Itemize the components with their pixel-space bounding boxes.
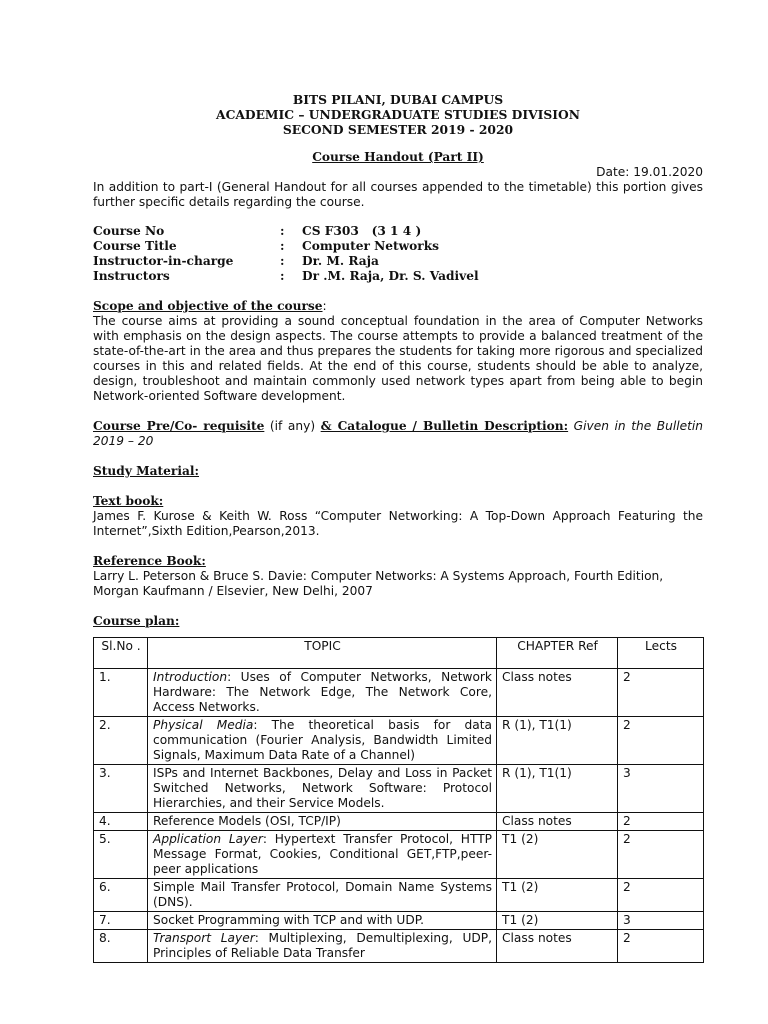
study-material-section	[93, 464, 703, 479]
topic-text: : The theoretical basis for data communication (Fourier Analysis, Bandwidth Limited Signals, Maximum Data Rate of a Channel)	[153, 718, 492, 762]
row-topic	[148, 717, 497, 765]
course-title-label: Course Title	[93, 239, 177, 253]
row-number	[94, 765, 148, 813]
handout-title: Course Handout (Part II)	[312, 150, 484, 164]
header-sl-no: Sl.No .	[94, 638, 148, 669]
chapter-ref-text: R (1), T1(1)	[502, 766, 572, 780]
row-chapter-ref	[497, 765, 618, 813]
scope-section	[93, 299, 703, 404]
table-row	[94, 765, 704, 813]
chapter-ref-text: R (1), T1(1)	[502, 718, 572, 732]
lects-text: 2	[623, 931, 631, 945]
table-row	[94, 813, 704, 831]
row-number-text: 8.	[99, 931, 111, 945]
lects-text: 2	[623, 814, 631, 828]
row-topic	[148, 669, 497, 717]
table-row	[94, 831, 704, 879]
table-row	[94, 717, 704, 765]
row-chapter-ref	[497, 912, 618, 930]
topic-text: : Uses of Computer Networks, Network Hardware: The Network Edge, The Network Core, Access Networks.	[153, 670, 492, 714]
row-chapter-ref	[497, 930, 618, 963]
row-number-text: 4.	[99, 814, 111, 828]
reference-title: Reference Book:	[93, 554, 206, 568]
scope-colon: :	[322, 299, 327, 313]
row-number-text: 3.	[99, 766, 111, 780]
table-body	[94, 669, 704, 963]
instructor-in-charge-value: Dr. M. Raja	[302, 254, 379, 268]
row-lects	[618, 765, 704, 813]
table-row	[94, 930, 704, 963]
instructors-value: Dr .M. Raja, Dr. S. Vadivel	[302, 269, 479, 283]
institution-header	[93, 92, 703, 137]
handout-date: Date: 19.01.2020	[596, 165, 703, 179]
prereq-title: Course Pre/Co- requisite	[93, 419, 265, 433]
course-info-row	[93, 239, 703, 254]
course-plan-section	[93, 614, 703, 963]
row-number	[94, 879, 148, 912]
chapter-ref-text: T1 (2)	[502, 832, 539, 846]
row-number	[94, 912, 148, 930]
header-line-division: ACADEMIC – UNDERGRADUATE STUDIES DIVISION	[216, 107, 580, 122]
row-number	[94, 669, 148, 717]
textbook-title: Text book:	[93, 494, 164, 508]
row-chapter-ref	[497, 669, 618, 717]
row-number-text: 2.	[99, 718, 111, 732]
info-colon: :	[280, 239, 285, 253]
lects-text: 3	[623, 913, 631, 927]
intro-paragraph: In addition to part-I (General Handout for all courses appended to the timetable) this portion gives further specific details regarding the course.	[93, 180, 703, 209]
topic-unit-name: Physical Media	[153, 718, 254, 732]
topic-text: : Multiplexing, Demultiplexing, UDP, Principles of Reliable Data Transfer	[153, 931, 492, 960]
info-colon: :	[280, 269, 285, 283]
row-chapter-ref	[497, 879, 618, 912]
course-no-label: Course No	[93, 224, 165, 238]
table-row	[94, 669, 704, 717]
header-chapter-ref: CHAPTER Ref	[497, 638, 618, 669]
scope-text: The course aims at providing a sound conceptual foundation in the area of Computer Networks with emphasis on the design aspects. The course attempts to provide a balanced treatment of the state-of-the-art in the area and thus prepares the students for taking more rigorous and specialized courses in this and related fields. At the end of this course, students should be able to analyze, design, troubleshoot and maintain commonly used network types apart from being able to begin Network-oriented Software development.	[93, 314, 703, 403]
row-number-text: 7.	[99, 913, 111, 927]
row-number-text: 1.	[99, 670, 111, 684]
topic-text: Reference Models (OSI, TCP/IP)	[153, 814, 341, 828]
instructors-label: Instructors	[93, 269, 170, 283]
course-info-row	[93, 254, 703, 269]
header-line-campus: BITS PILANI, DUBAI CAMPUS	[292, 92, 504, 107]
row-lects	[618, 717, 704, 765]
row-lects	[618, 912, 704, 930]
lects-text: 2	[623, 880, 631, 894]
row-number	[94, 717, 148, 765]
row-chapter-ref	[497, 831, 618, 879]
chapter-ref-text: Class notes	[502, 931, 572, 945]
course-no-value: CS F303 (3 1 4 )	[302, 224, 422, 238]
chapter-ref-text: T1 (2)	[502, 913, 539, 927]
info-colon: :	[280, 254, 285, 268]
topic-unit-name: Introduction	[153, 670, 228, 684]
course-info	[93, 224, 703, 284]
row-topic	[148, 879, 497, 912]
header-line-semester: SECOND SEMESTER 2019 - 2020	[282, 122, 514, 137]
row-lects	[618, 930, 704, 963]
chapter-ref-text: T1 (2)	[502, 880, 539, 894]
chapter-ref-text: Class notes	[502, 670, 572, 684]
table-header-row	[94, 638, 704, 669]
table-row	[94, 879, 704, 912]
row-number	[94, 930, 148, 963]
topic-text: ISPs and Internet Backbones, Delay and Loss in Packet Switched Networks, Network Software: Protocol Hierarchies, and their Service Models.	[153, 766, 492, 810]
textbook-section	[93, 494, 703, 539]
chapter-ref-text: Class notes	[502, 814, 572, 828]
handout-content	[93, 92, 703, 963]
lects-text: 3	[623, 766, 631, 780]
topic-text: : Hypertext Transfer Protocol, HTTP Message Format, Cookies, Conditional GET,FTP,peer-peer applications	[153, 832, 492, 876]
study-material-title: Study Material:	[93, 464, 199, 478]
reference-text: Larry L. Peterson & Bruce S. Davie: Computer Networks: A Systems Approach, Fourth Edition, Morgan Kaufmann / Elsevier, New Delhi, 2007	[93, 569, 664, 598]
row-topic	[148, 765, 497, 813]
topic-text: Socket Programming with TCP and with UDP.	[153, 913, 425, 927]
topic-text: Simple Mail Transfer Protocol, Domain Name Systems (DNS).	[153, 880, 492, 909]
row-lects	[618, 669, 704, 717]
prereq-section	[93, 419, 703, 449]
course-plan-title: Course plan:	[93, 614, 180, 628]
lects-text: 2	[623, 718, 631, 732]
row-number-text: 5.	[99, 832, 111, 846]
topic-unit-name: Transport Layer	[153, 931, 255, 945]
catalogue-title: & Catalogue / Bulletin Description:	[320, 419, 569, 433]
course-title-value: Computer Networks	[302, 239, 440, 253]
row-lects	[618, 831, 704, 879]
course-info-row	[93, 224, 703, 239]
row-chapter-ref	[497, 717, 618, 765]
scope-title: Scope and objective of the course	[93, 299, 323, 313]
topic-unit-name: Application Layer	[153, 832, 263, 846]
lects-text: 2	[623, 670, 631, 684]
row-lects	[618, 813, 704, 831]
prereq-if-any: (if any)	[264, 419, 321, 433]
header-lects: Lects	[618, 638, 704, 669]
row-number	[94, 831, 148, 879]
course-info-row	[93, 269, 703, 284]
row-number	[94, 813, 148, 831]
header-topic: TOPIC	[148, 638, 497, 669]
row-topic	[148, 912, 497, 930]
table-row	[94, 912, 704, 930]
prereq-text: Given in the Bulletin 2019 – 20	[93, 419, 704, 448]
reference-section	[93, 554, 703, 599]
info-colon: :	[280, 224, 285, 238]
row-lects	[618, 879, 704, 912]
row-chapter-ref	[497, 813, 618, 831]
lects-text: 2	[623, 832, 631, 846]
instructor-in-charge-label: Instructor-in-charge	[93, 254, 234, 268]
row-topic	[148, 930, 497, 963]
row-topic	[148, 813, 497, 831]
textbook-text: James F. Kurose & Keith W. Ross “Computer Networking: A Top-Down Approach Featuring the Internet”,Sixth Edition,Pearson,2013.	[93, 509, 703, 538]
course-plan-table	[93, 637, 704, 963]
row-topic	[148, 831, 497, 879]
row-number-text: 6.	[99, 880, 111, 894]
